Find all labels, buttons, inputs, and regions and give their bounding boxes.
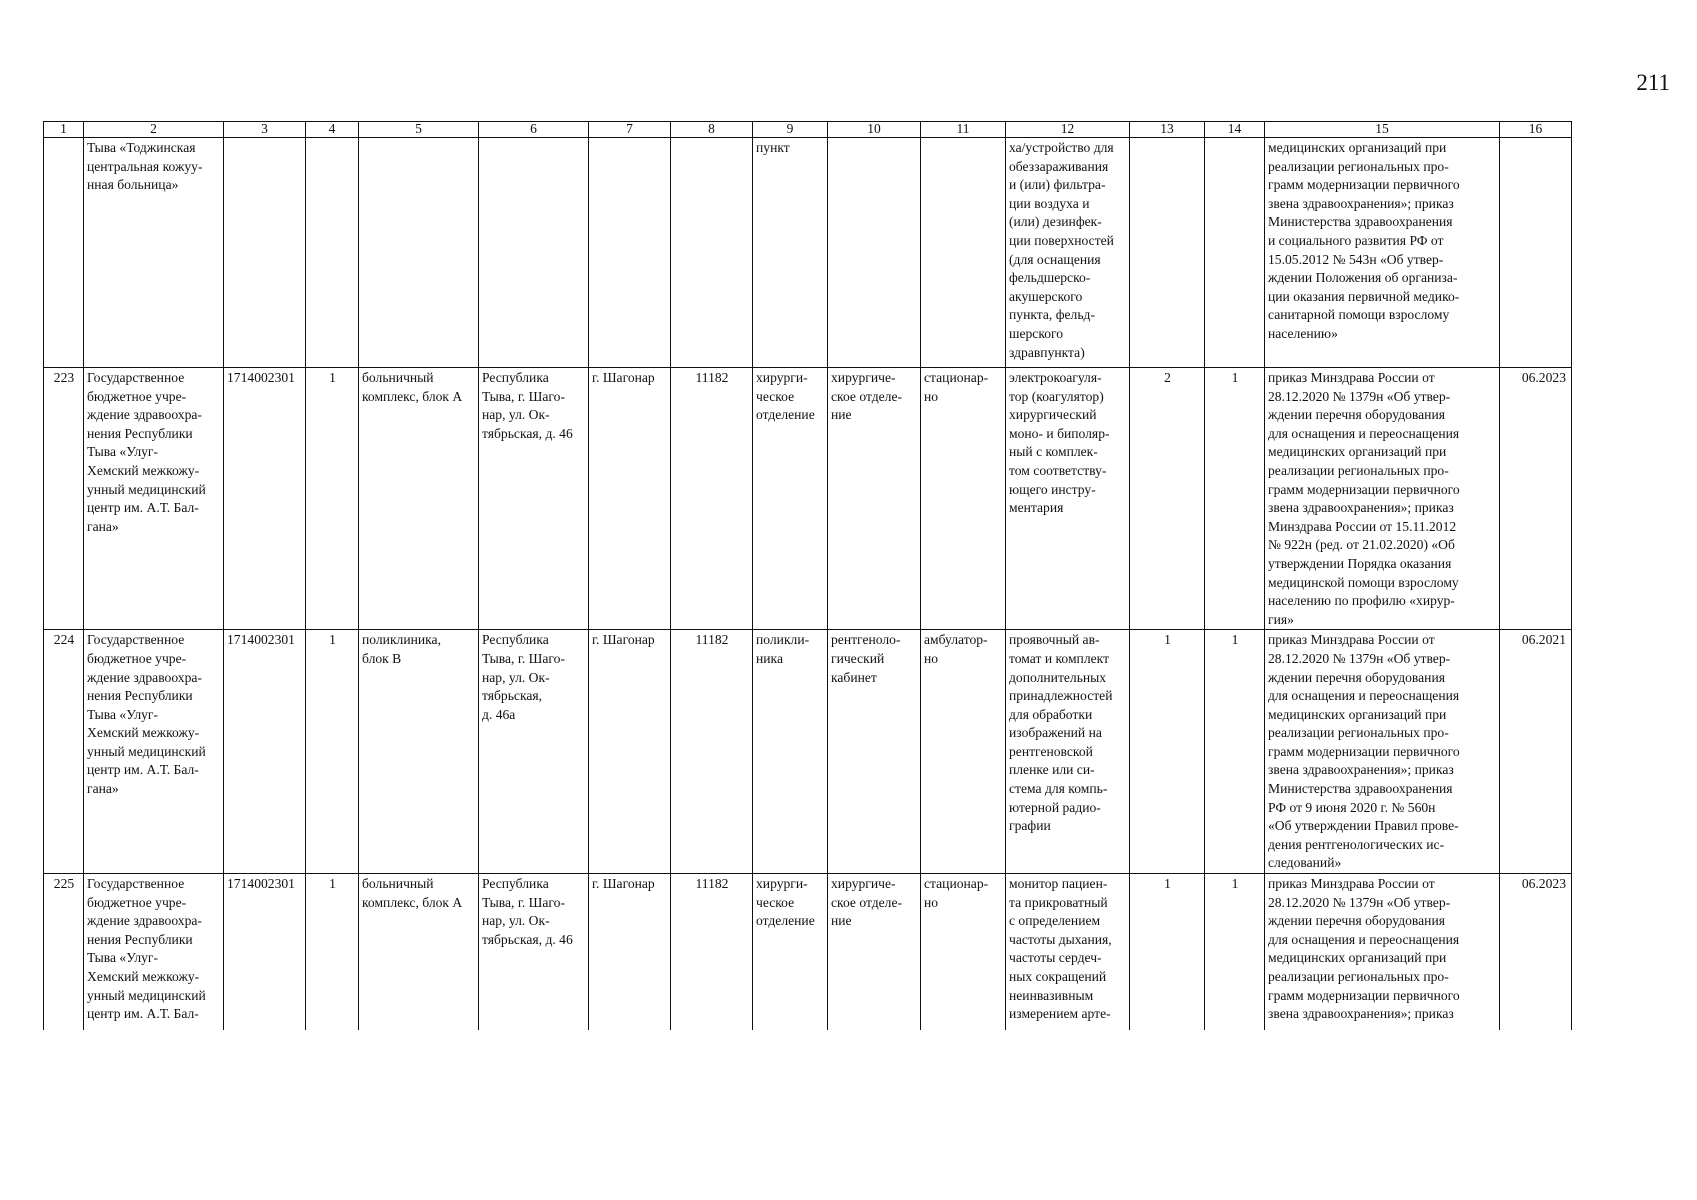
cell-col13: 1 [1130, 874, 1205, 1031]
column-number: 16 [1500, 122, 1572, 138]
unit-name: пункт [753, 138, 828, 368]
building-address [479, 138, 589, 368]
page-number: 211 [1636, 70, 1670, 95]
row-number: 225 [44, 874, 84, 1031]
table-row [44, 368, 1572, 630]
column-number: 6 [479, 122, 589, 138]
building-name [359, 138, 479, 368]
cell-col4: 1 [306, 368, 359, 630]
care-type [921, 138, 1006, 368]
city-name [589, 138, 671, 368]
equipment-table-wrapper [43, 121, 1572, 1030]
organization-inn: 1714002301 [224, 368, 306, 630]
legal-basis: приказ Минздрава России от 28.12.2020 № 1379н «Об утвер- ждении перечня оборудования для оснащения и переоснащения медицинских организаций при реализации региональных про- грамм модернизации первичного звена здравоохранения»; приказ Минздрава России от 15.11.2012 № 922н (ред. от 21.02.2020) «Об утверждении Порядка оказания медицинской помощи взрослому населению по профилю «хирур- гия» [1265, 368, 1500, 630]
organization-name: Государственное бюджетное учре- ждение здравоохра- нения Республики Тыва «Улуг- Хемский межкожу- унный медицинский центр им. А.Т. Бал- [84, 874, 224, 1031]
locality-code: 11182 [671, 874, 753, 1031]
column-number: 5 [359, 122, 479, 138]
equipment-name: монитор пациен- та прикроватный с определением частоты дыхания, частоты сердеч- ных сокращений неинвазивным измерением арте- [1006, 874, 1130, 1031]
table-row [44, 138, 1572, 368]
delivery-date: 06.2021 [1500, 630, 1572, 874]
department-name: рентгеноло- гический кабинет [828, 630, 921, 874]
locality-code [671, 138, 753, 368]
column-number: 15 [1265, 122, 1500, 138]
organization-name: Государственное бюджетное учре- ждение здравоохра- нения Республики Тыва «Улуг- Хемский межкожу- унный медицинский центр им. А.Т. Бал- гана» [84, 630, 224, 874]
equipment-name: электрокоагуля- тор (коагулятор) хирургический моно- и биполяр- ный с комплек- том соответству- ющего инстру- ментария [1006, 368, 1130, 630]
table-row [44, 874, 1572, 1031]
locality-code: 11182 [671, 630, 753, 874]
legal-basis: приказ Минздрава России от 28.12.2020 № 1379н «Об утвер- ждении перечня оборудования для оснащения и переоснащения медицинских организаций при реализации региональных про- грамм модернизации первичного звена здравоохранения»; приказ [1265, 874, 1500, 1031]
column-number: 12 [1006, 122, 1130, 138]
cell-col13 [1130, 138, 1205, 368]
cell-col13: 1 [1130, 630, 1205, 874]
cell-col14: 1 [1205, 874, 1265, 1031]
equipment-table [43, 121, 1572, 1030]
cell-col14 [1205, 138, 1265, 368]
organization-inn [224, 138, 306, 368]
column-number: 7 [589, 122, 671, 138]
care-type: стационар- но [921, 368, 1006, 630]
care-type: стационар- но [921, 874, 1006, 1031]
cell-col4: 1 [306, 630, 359, 874]
city-name: г. Шагонар [589, 630, 671, 874]
unit-name: хирурги- ческое отделение [753, 874, 828, 1031]
column-number: 14 [1205, 122, 1265, 138]
city-name: г. Шагонар [589, 368, 671, 630]
department-name [828, 138, 921, 368]
organization-inn: 1714002301 [224, 630, 306, 874]
equipment-name: проявочный ав- томат и комплект дополнительных принадлежностей для обработки изображений на рентгеновской пленке или си- стема для компь- ютерной радио- графии [1006, 630, 1130, 874]
building-address: Республика Тыва, г. Шаго- нар, ул. Ок- тябрьская, д. 46а [479, 630, 589, 874]
column-number: 8 [671, 122, 753, 138]
column-number-row [44, 122, 1572, 138]
column-number: 9 [753, 122, 828, 138]
delivery-date: 06.2023 [1500, 874, 1572, 1031]
row-number: 223 [44, 368, 84, 630]
cell-col14: 1 [1205, 368, 1265, 630]
table-row [44, 630, 1572, 874]
locality-code: 11182 [671, 368, 753, 630]
column-number: 4 [306, 122, 359, 138]
cell-col4 [306, 138, 359, 368]
row-number: 224 [44, 630, 84, 874]
row-number [44, 138, 84, 368]
department-name: хирургиче- ское отделе- ние [828, 368, 921, 630]
column-number: 10 [828, 122, 921, 138]
building-name: больничный комплекс, блок А [359, 368, 479, 630]
equipment-name: ха/устройство для обеззараживания и (или) фильтра- ции воздуха и (или) дезинфек- ции поверхностей (для оснащения фельдшерско- акушерского пункта, фельд- шерского здравпункта) [1006, 138, 1130, 368]
column-number: 1 [44, 122, 84, 138]
building-name: больничный комплекс, блок А [359, 874, 479, 1031]
column-number: 2 [84, 122, 224, 138]
care-type: амбулатор- но [921, 630, 1006, 874]
organization-name: Государственное бюджетное учре- ждение здравоохра- нения Республики Тыва «Улуг- Хемский межкожу- унный медицинский центр им. А.Т. Бал- гана» [84, 368, 224, 630]
building-name: поликлиника, блок В [359, 630, 479, 874]
legal-basis: медицинских организаций при реализации региональных про- грамм модернизации первичного звена здравоохранения»; приказ Министерства здравоохранения и социального развития РФ от 15.05.2012 № 543н «Об утвер- ждении Положения об организа- ции оказания первичной медико- санитарной помощи взрослому населению» [1265, 138, 1500, 368]
delivery-date [1500, 138, 1572, 368]
unit-name: хирурги- ческое отделение [753, 368, 828, 630]
column-number: 13 [1130, 122, 1205, 138]
legal-basis: приказ Минздрава России от 28.12.2020 № 1379н «Об утвер- ждении перечня оборудования для оснащения и переоснащения медицинских организаций при реализации региональных про- грамм модернизации первичного звена здравоохранения»; приказ Министерства здравоохранения РФ от 9 июня 2020 г. № 560н «Об утверждении Правил прове- дения рентгенологических ис- следований» [1265, 630, 1500, 874]
cell-col13: 2 [1130, 368, 1205, 630]
organization-name: Тыва «Тоджинская центральная кожуу- нная больница» [84, 138, 224, 368]
city-name: г. Шагонар [589, 874, 671, 1031]
building-address: Республика Тыва, г. Шаго- нар, ул. Ок- тябрьская, д. 46 [479, 874, 589, 1031]
building-address: Республика Тыва, г. Шаго- нар, ул. Ок- тябрьская, д. 46 [479, 368, 589, 630]
delivery-date: 06.2023 [1500, 368, 1572, 630]
column-number: 3 [224, 122, 306, 138]
column-number: 11 [921, 122, 1006, 138]
cell-col14: 1 [1205, 630, 1265, 874]
unit-name: поликли- ника [753, 630, 828, 874]
organization-inn: 1714002301 [224, 874, 306, 1031]
department-name: хирургиче- ское отделе- ние [828, 874, 921, 1031]
cell-col4: 1 [306, 874, 359, 1031]
